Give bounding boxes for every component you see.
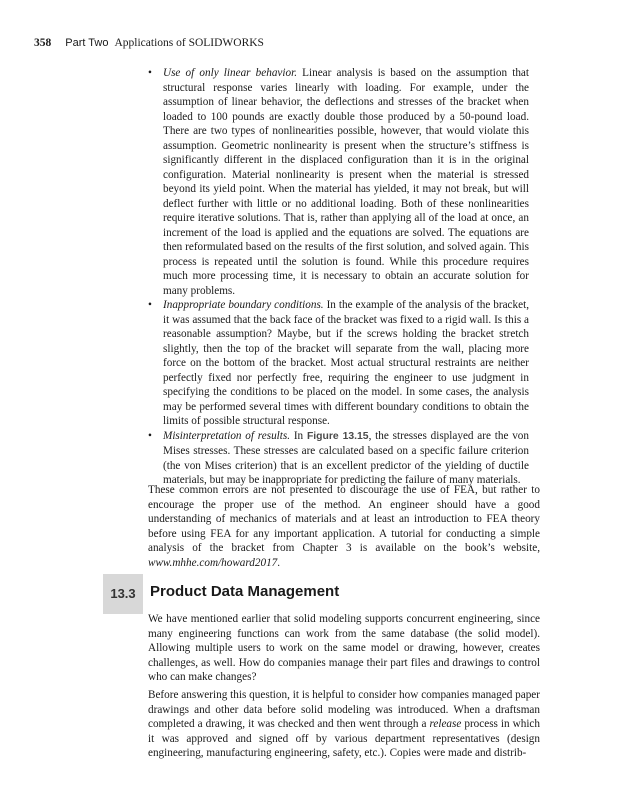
bullet-linear-behavior	[148, 66, 529, 298]
bullet-text-before: In	[290, 429, 307, 442]
section-paragraph-1: We have mentioned earlier that solid modeling supports concurrent engineering, since many engineering functions can work from the same database (the solid model). Allowing multiple users to work on the same model or drawing, however, creates challenges, as well. How do companies manage their part files and drawings to control who can make changes?	[148, 613, 540, 683]
figure-reference-link[interactable]: Figure 13.15	[306, 430, 369, 442]
section-paragraph-2	[148, 688, 540, 761]
bullet-lead: Use of only linear behavior.	[163, 67, 298, 79]
bullet-lead: Inappropriate boundary conditions.	[163, 299, 324, 311]
bullet-boundary-conditions	[148, 298, 529, 429]
paragraph-text: Before answering this question, it is helpful to consider how companies managed paper drawings and other data before solid modeling was introduced. When a draftsman completed a drawing, it was checked and then went through a	[148, 689, 540, 730]
closing-paragraph	[148, 483, 540, 570]
closing-end: .	[277, 556, 281, 569]
bullet-dot: •	[148, 299, 152, 311]
bullet-text: , the stresses displayed are the von Mises stresses. These stresses are calculated based on a specific failure criterion (the von Mises criterion) that is an excellent predictor of the yielding of ductile materials, but may be inappropriate for predicting the failure of many materials.	[163, 429, 529, 486]
bullet-text: In the example of the analysis of the bracket, it was assumed that the back face of the bracket was fixed to a rigid wall. Is this a reasonable assumption? Maybe, but if the screws holding the bracket stretch slightly, then the top of the bracket will separate from the wall, placing more force on the bottom of the bracket. Most actual structural restraints are neither perfectly fixed nor perfectly free, requiring the engineer to use judgment in specifying the conditions to be placed on the model. In some cases, the analysis may be performed several times with different boundary conditions to obtain the limits of possible structural response.	[163, 299, 529, 427]
running-head-part: Part Two	[65, 37, 109, 49]
page-number: 358	[34, 37, 52, 49]
section-title: Product Data Management	[150, 583, 340, 600]
error-bullet-list	[148, 66, 529, 488]
bullet-misinterpretation	[148, 429, 529, 488]
section-number-badge: 13.3	[103, 574, 143, 614]
running-head	[34, 36, 264, 50]
bullet-dot: •	[148, 429, 152, 442]
running-head-title: Applications of SOLIDWORKS	[114, 37, 264, 49]
release-term: release	[429, 718, 462, 730]
paragraph-text: process in which it was approved and signed off by various department representatives (design engineering, manufacturing engineering, safety, etc.). Copies were made and distrib-	[148, 718, 540, 759]
bullet-dot: •	[148, 67, 152, 79]
closing-text: These common errors are not presented to discourage the use of FEA, but rather to encourage the proper use of the method. An engineer should have a good understanding of mechanics of materials and at least an introduction to FEA theory before using FEA for any important application. A tutorial for conducting a simple analysis of the bracket from Chapter 3 is available on the book’s website,	[148, 484, 540, 554]
bullet-text: Linear analysis is based on the assumption that structural response varies linearly with loading. For example, under the assumption of linear behavior, the deflections and stresses of the bracket when loaded to 100 pounds are exactly double those produced by a 50-pound load. There are two types of nonlinearities possible, however, that would violate this assumption. Geometric nonlinearity is present when the structure’s stiffness is significantly different in the displaced configuration than it is in the original configuration. Material nonlinearity is present when the material is stressed beyond its yield point. When the material has yielded, it may not break, but will deflect further with little or no additional loading. Both of these nonlinearities require iterative solutions. That is, rather than applying all of the load at once, an increment of the load is applied and the equations are solved. The equations are then reformulated based on the results of the first solution, and solved again. This process is repeated until the solution is found. While this procedure requires much more processing time, it is necessary to obtain an accurate solution for many problems.	[163, 67, 529, 297]
website-link[interactable]: www.mhhe.com/howard2017	[148, 556, 278, 569]
bullet-lead: Misinterpretation of results.	[163, 429, 291, 442]
